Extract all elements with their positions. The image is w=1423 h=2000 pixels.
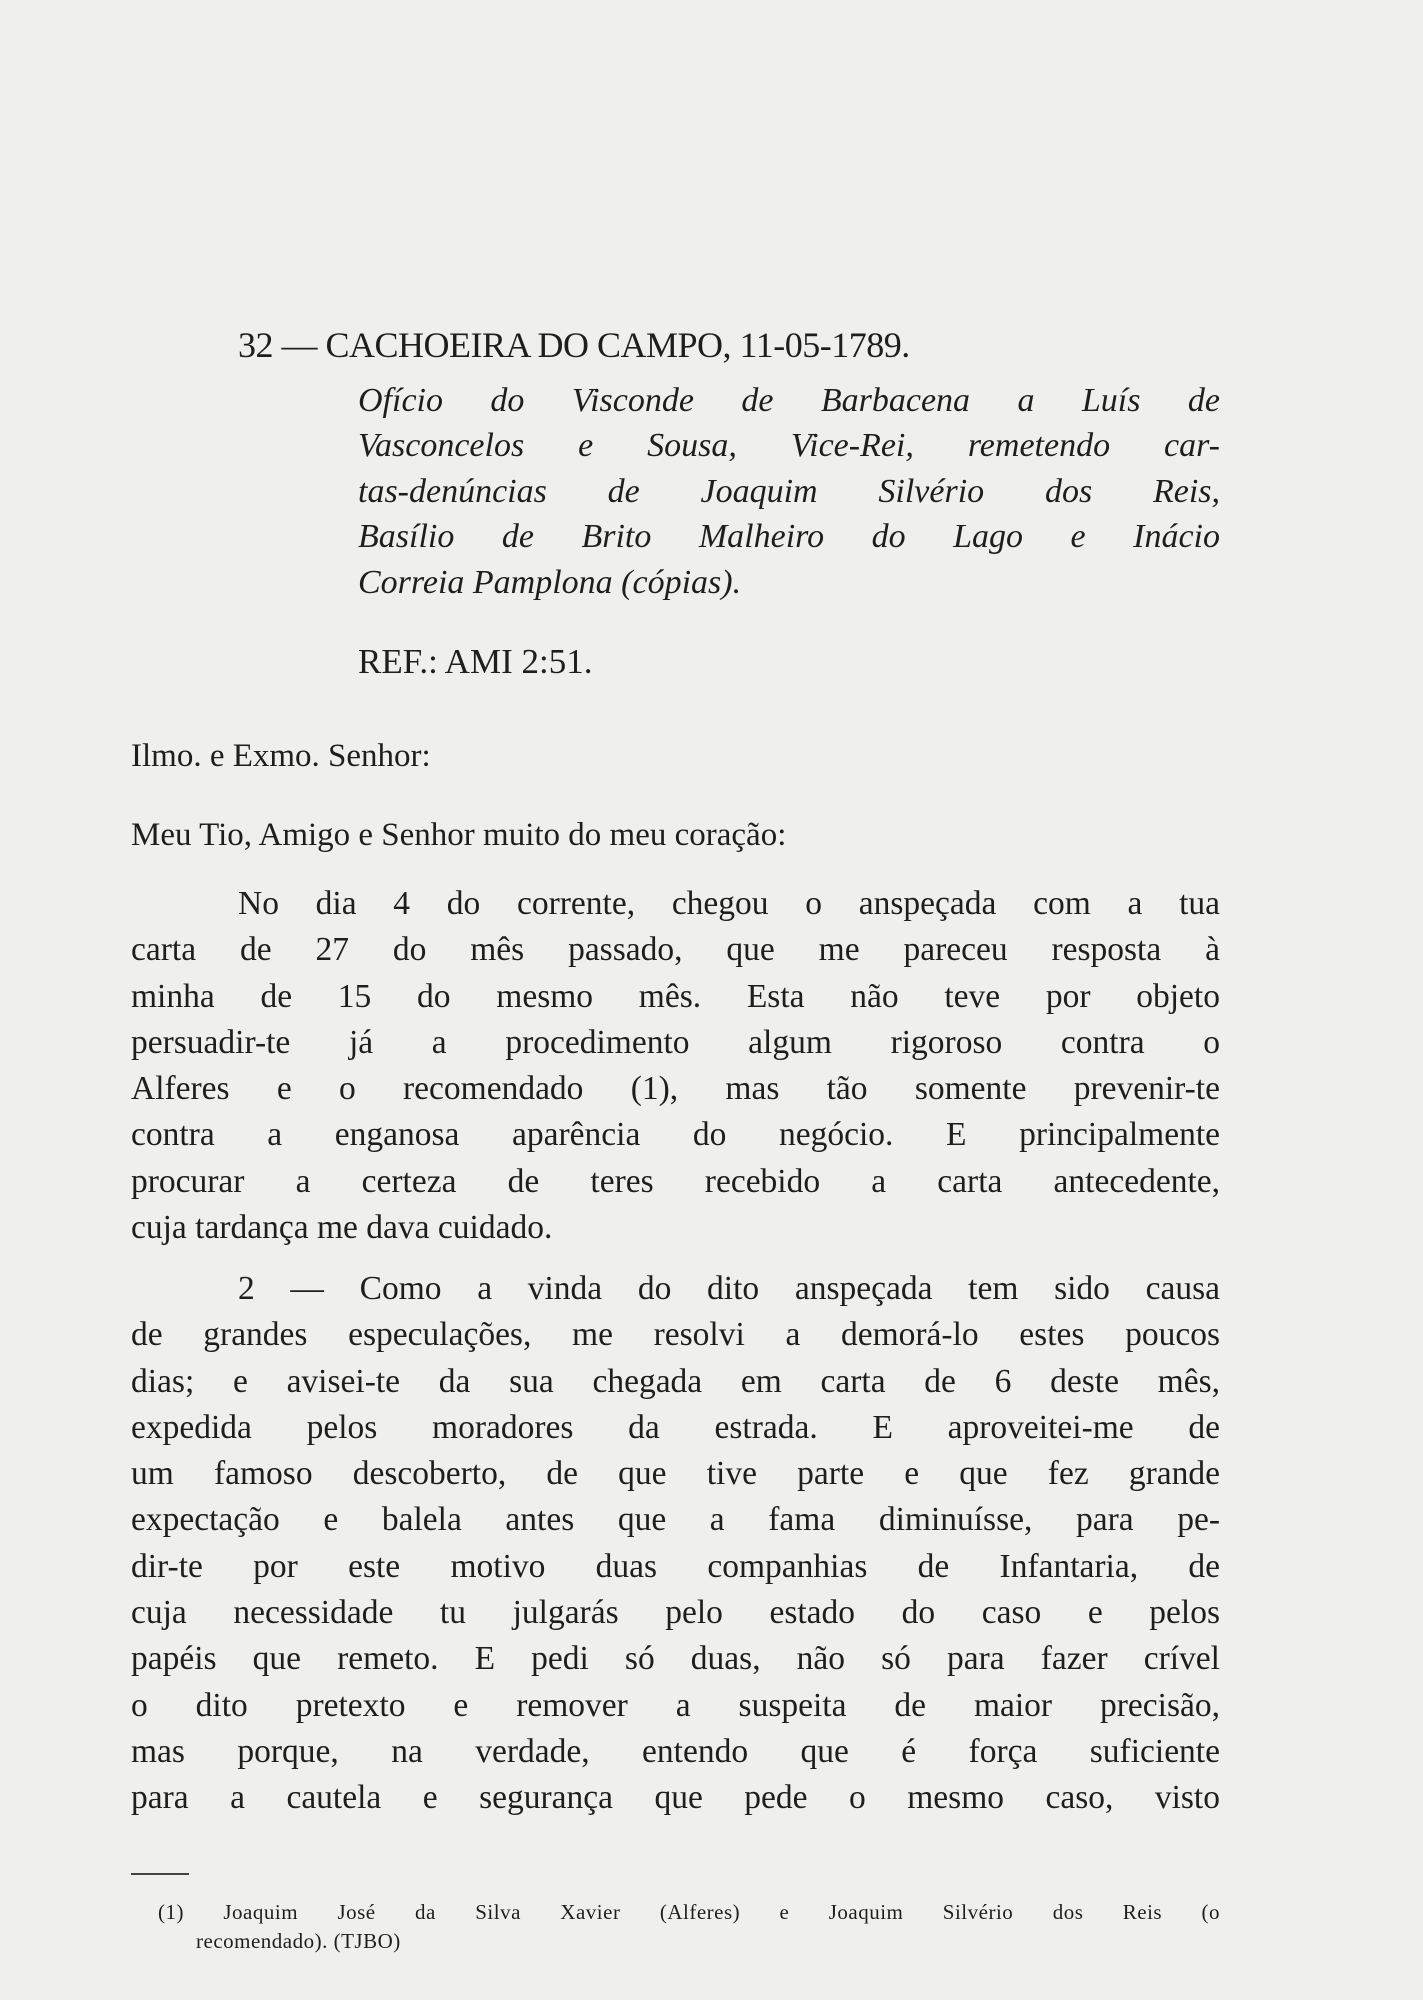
text-line: um famoso descoberto, de que tive parte e que fez grande [131, 1455, 1220, 1493]
text-line: dir-te por este motivo duas companhias de Infantaria, de [131, 1547, 1220, 1585]
text-line: o dito pretexto e remover a suspeita de maior precisão, [131, 1686, 1220, 1724]
text-line: No dia 4 do corrente, chegou o anspeçada com a tua [238, 885, 1220, 922]
salutation-formal: Ilmo. e Exmo. Senhor: [131, 738, 431, 774]
document-title: 32 — CACHOEIRA DO CAMPO, 11-05-1789. [238, 325, 910, 365]
text-line: minha de 15 do mesmo mês. Esta não teve por objeto [131, 977, 1220, 1015]
paragraph-2 [131, 1266, 1220, 1822]
footnote-line: recomendado). (TJBO) [196, 1929, 401, 1953]
text-line: 2 — Como a vinda do dito anspeçada tem sido causa [238, 1270, 1220, 1307]
footnote-line: (1) Joaquim José da Silva Xavier (Alferes) e Joaquim Silvério dos Reis (o [158, 1900, 1220, 1924]
text-line: procurar a certeza de teres recebido a carta antecedente, [131, 1162, 1220, 1200]
text-line: carta de 27 do mês passado, que me pareceu resposta à [131, 931, 1220, 969]
text-line: dias; e avisei-te da sua chegada em carta de 6 deste mês, [131, 1362, 1220, 1400]
text-line: Alferes e o recomendado (1), mas tão somente prevenir-te [131, 1070, 1220, 1108]
footnote [158, 1898, 1220, 1956]
text-line: persuadir-te já a procedimento algum rigoroso contra o [131, 1023, 1220, 1061]
salutation-personal: Meu Tio, Amigo e Senhor muito do meu coração: [131, 817, 787, 853]
text-line: papéis que remeto. E pedi só duas, não só para fazer crível [131, 1640, 1220, 1678]
summary-line: tas-denúncias de Joaquim Silvério dos Reis, [358, 472, 1220, 510]
text-line: de grandes especulações, me resolvi a demorá-lo estes poucos [131, 1316, 1220, 1354]
text-line: mas porque, na verdade, entendo que é força suficiente [131, 1732, 1220, 1770]
text-line: expedida pelos moradores da estrada. E aproveitei-me de [131, 1408, 1220, 1446]
paragraph-1 [131, 881, 1220, 1251]
text-line: cuja tardança me dava cuidado. [131, 1209, 553, 1247]
summary-line: Correia Pamplona (cópias). [358, 563, 742, 601]
text-line: expectação e balela antes que a fama diminuísse, para pe- [131, 1501, 1220, 1539]
summary-line: Ofício do Visconde de Barbacena a Luís de [358, 382, 1220, 419]
footnote-divider [131, 1873, 189, 1875]
document-summary [358, 378, 1220, 605]
summary-line: Vasconcelos e Sousa, Vice-Rei, remetendo car- [358, 427, 1220, 465]
text-line: para a cautela e segurança que pede o mesmo caso, visto [131, 1779, 1220, 1817]
reference: REF.: AMI 2:51. [358, 642, 593, 681]
text-line: contra a enganosa aparência do negócio. E principalmente [131, 1116, 1220, 1154]
summary-line: Basílio de Brito Malheiro do Lago e Inácio [358, 518, 1220, 556]
text-line: cuja necessidade tu julgarás pelo estado do caso e pelos [131, 1594, 1220, 1632]
